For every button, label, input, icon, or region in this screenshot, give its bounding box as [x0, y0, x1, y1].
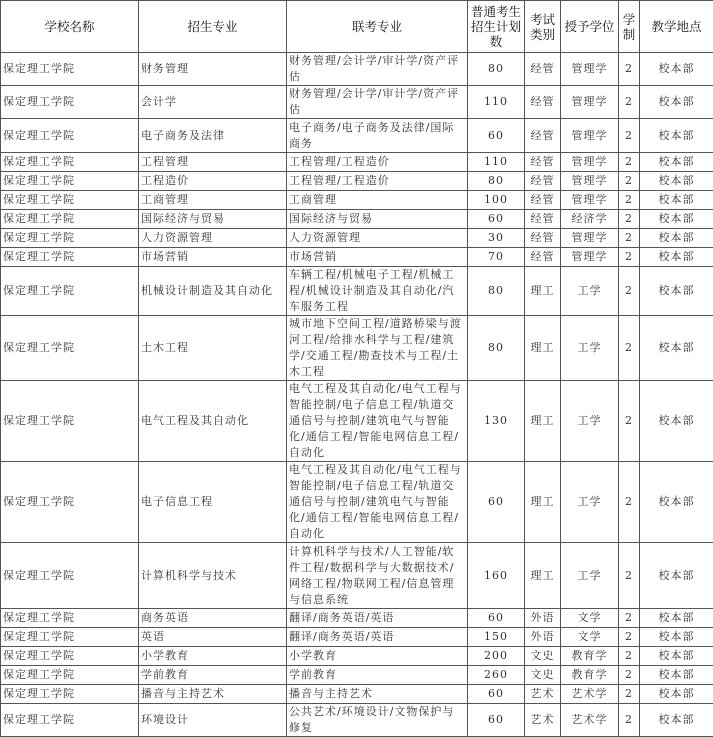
exam-majors-cell: 人力资源管理	[287, 229, 468, 248]
exam-majors-cell: 市场营销	[287, 248, 468, 267]
years-cell: 2	[619, 685, 640, 704]
degree-cell: 文学	[561, 628, 619, 647]
table-row	[1, 229, 713, 248]
school-cell: 保定理工学院	[1, 153, 139, 172]
major-cell: 商务英语	[139, 609, 287, 628]
location-cell: 校本部	[640, 191, 713, 210]
school-cell: 保定理工学院	[1, 628, 139, 647]
plan-count-cell: 160	[468, 543, 525, 609]
exam-majors-cell: 车辆工程/机械电子工程/机械工程/机械设计制造及其自动化/汽车服务工程	[287, 267, 468, 316]
degree-cell: 工学	[561, 543, 619, 609]
major-cell: 英语	[139, 628, 287, 647]
table-row	[1, 191, 713, 210]
major-cell: 小学教育	[139, 647, 287, 666]
header-plan: 普通考生招生计划数	[468, 1, 525, 53]
exam-category-cell: 理工	[525, 267, 561, 316]
table-row	[1, 172, 713, 191]
exam-majors-cell: 电子商务/电子商务及法律/国际商务	[287, 119, 468, 153]
major-cell: 环境设计	[139, 704, 287, 737]
exam-category-cell: 外语	[525, 609, 561, 628]
exam-category-cell: 理工	[525, 543, 561, 609]
plan-count-cell: 150	[468, 628, 525, 647]
school-cell: 保定理工学院	[1, 381, 139, 462]
school-cell: 保定理工学院	[1, 172, 139, 191]
plan-count-cell: 60	[468, 119, 525, 153]
exam-majors-cell: 小学教育	[287, 647, 468, 666]
table-row	[1, 462, 713, 543]
header-location: 教学地点	[640, 1, 713, 53]
years-cell: 2	[619, 704, 640, 737]
location-cell: 校本部	[640, 248, 713, 267]
exam-majors-cell: 电气工程及其自动化/电气工程与智能控制/电子信息工程/轨道交通信号与控制/建筑电气与智能化/通信工程/智能电网信息工程/自动化	[287, 381, 468, 462]
years-cell: 2	[619, 666, 640, 685]
exam-category-cell: 经管	[525, 229, 561, 248]
location-cell: 校本部	[640, 666, 713, 685]
school-cell: 保定理工学院	[1, 86, 139, 119]
exam-majors-cell: 财务管理/会计学/审计学/资产评估	[287, 86, 468, 119]
school-cell: 保定理工学院	[1, 316, 139, 381]
major-cell: 人力资源管理	[139, 229, 287, 248]
exam-category-cell: 经管	[525, 210, 561, 229]
years-cell: 2	[619, 628, 640, 647]
years-cell: 2	[619, 153, 640, 172]
degree-cell: 工学	[561, 381, 619, 462]
years-cell: 2	[619, 86, 640, 119]
location-cell: 校本部	[640, 316, 713, 381]
exam-majors-cell: 计算机科学与技术/人工智能/软件工程/数据科学与大数据技术/网络工程/物联网工程/信息管理与信息系统	[287, 543, 468, 609]
table-row	[1, 381, 713, 462]
table-row	[1, 86, 713, 119]
exam-category-cell: 外语	[525, 628, 561, 647]
header-exam-majors: 联考专业	[287, 1, 468, 53]
exam-category-cell: 理工	[525, 316, 561, 381]
years-cell: 2	[619, 267, 640, 316]
plan-count-cell: 60	[468, 609, 525, 628]
exam-category-cell: 经管	[525, 119, 561, 153]
table-row	[1, 666, 713, 685]
major-cell: 机械设计制造及其自动化	[139, 267, 287, 316]
years-cell: 2	[619, 381, 640, 462]
school-cell: 保定理工学院	[1, 229, 139, 248]
years-cell: 2	[619, 210, 640, 229]
school-cell: 保定理工学院	[1, 53, 139, 86]
plan-count-cell: 100	[468, 191, 525, 210]
table-body	[1, 53, 713, 737]
major-cell: 计算机科学与技术	[139, 543, 287, 609]
plan-count-cell: 110	[468, 153, 525, 172]
degree-cell: 管理学	[561, 153, 619, 172]
exam-majors-cell: 工程管理/工程造价	[287, 172, 468, 191]
degree-cell: 工学	[561, 316, 619, 381]
years-cell: 2	[619, 609, 640, 628]
degree-cell: 艺术学	[561, 704, 619, 737]
exam-category-cell: 文史	[525, 647, 561, 666]
years-cell: 2	[619, 647, 640, 666]
plan-count-cell: 200	[468, 647, 525, 666]
plan-count-cell: 80	[468, 172, 525, 191]
exam-category-cell: 经管	[525, 53, 561, 86]
table-row	[1, 210, 713, 229]
major-cell: 播音与主持艺术	[139, 685, 287, 704]
degree-cell: 管理学	[561, 191, 619, 210]
exam-majors-cell: 电气工程及其自动化/电气工程与智能控制/电子信息工程/轨道交通信号与控制/建筑电气与智能化/通信工程/智能电网信息工程/自动化	[287, 462, 468, 543]
table-row	[1, 609, 713, 628]
plan-count-cell: 260	[468, 666, 525, 685]
table-row	[1, 543, 713, 609]
exam-category-cell: 艺术	[525, 685, 561, 704]
exam-majors-cell: 翻译/商务英语/英语	[287, 628, 468, 647]
major-cell: 市场营销	[139, 248, 287, 267]
table-row	[1, 628, 713, 647]
major-cell: 工程管理	[139, 153, 287, 172]
table-row	[1, 267, 713, 316]
location-cell: 校本部	[640, 53, 713, 86]
school-cell: 保定理工学院	[1, 704, 139, 737]
location-cell: 校本部	[640, 229, 713, 248]
degree-cell: 管理学	[561, 229, 619, 248]
school-cell: 保定理工学院	[1, 666, 139, 685]
header-years: 学制	[619, 1, 640, 53]
degree-cell: 文学	[561, 609, 619, 628]
exam-category-cell: 艺术	[525, 704, 561, 737]
plan-count-cell: 70	[468, 248, 525, 267]
exam-category-cell: 经管	[525, 86, 561, 119]
major-cell: 工程造价	[139, 172, 287, 191]
location-cell: 校本部	[640, 86, 713, 119]
location-cell: 校本部	[640, 609, 713, 628]
exam-majors-cell: 学前教育	[287, 666, 468, 685]
years-cell: 2	[619, 119, 640, 153]
location-cell: 校本部	[640, 462, 713, 543]
plan-count-cell: 30	[468, 229, 525, 248]
exam-majors-cell: 城市地下空间工程/道路桥梁与渡河工程/给排水科学与工程/建筑学/交通工程/勘查技术与工程/土木工程	[287, 316, 468, 381]
school-cell: 保定理工学院	[1, 543, 139, 609]
plan-count-cell: 60	[468, 462, 525, 543]
plan-count-cell: 110	[468, 86, 525, 119]
exam-category-cell: 经管	[525, 248, 561, 267]
plan-count-cell: 130	[468, 381, 525, 462]
major-cell: 土木工程	[139, 316, 287, 381]
plan-count-cell: 80	[468, 316, 525, 381]
major-cell: 国际经济与贸易	[139, 210, 287, 229]
exam-majors-cell: 翻译/商务英语/英语	[287, 609, 468, 628]
plan-count-cell: 60	[468, 210, 525, 229]
location-cell: 校本部	[640, 647, 713, 666]
plan-count-cell: 60	[468, 704, 525, 737]
location-cell: 校本部	[640, 119, 713, 153]
years-cell: 2	[619, 229, 640, 248]
school-cell: 保定理工学院	[1, 647, 139, 666]
location-cell: 校本部	[640, 685, 713, 704]
degree-cell: 经济学	[561, 210, 619, 229]
plan-count-cell: 80	[468, 267, 525, 316]
exam-majors-cell: 工商管理	[287, 191, 468, 210]
degree-cell: 艺术学	[561, 685, 619, 704]
plan-count-cell: 60	[468, 685, 525, 704]
header-degree: 授予学位	[561, 1, 619, 53]
table-row	[1, 119, 713, 153]
table-row	[1, 53, 713, 86]
exam-majors-cell: 播音与主持艺术	[287, 685, 468, 704]
school-cell: 保定理工学院	[1, 267, 139, 316]
table-row	[1, 316, 713, 381]
degree-cell: 管理学	[561, 248, 619, 267]
years-cell: 2	[619, 462, 640, 543]
major-cell: 电子信息工程	[139, 462, 287, 543]
table-row	[1, 647, 713, 666]
school-cell: 保定理工学院	[1, 248, 139, 267]
major-cell: 学前教育	[139, 666, 287, 685]
school-cell: 保定理工学院	[1, 609, 139, 628]
school-cell: 保定理工学院	[1, 191, 139, 210]
degree-cell: 工学	[561, 462, 619, 543]
location-cell: 校本部	[640, 381, 713, 462]
exam-category-cell: 经管	[525, 191, 561, 210]
exam-majors-cell: 财务管理/会计学/审计学/资产评估	[287, 53, 468, 86]
exam-category-cell: 经管	[525, 172, 561, 191]
table-row	[1, 685, 713, 704]
years-cell: 2	[619, 543, 640, 609]
degree-cell: 管理学	[561, 172, 619, 191]
location-cell: 校本部	[640, 543, 713, 609]
years-cell: 2	[619, 316, 640, 381]
years-cell: 2	[619, 191, 640, 210]
location-cell: 校本部	[640, 704, 713, 737]
exam-category-cell: 经管	[525, 153, 561, 172]
years-cell: 2	[619, 53, 640, 86]
header-major: 招生专业	[139, 1, 287, 53]
location-cell: 校本部	[640, 153, 713, 172]
degree-cell: 教育学	[561, 647, 619, 666]
exam-category-cell: 文史	[525, 666, 561, 685]
exam-majors-cell: 国际经济与贸易	[287, 210, 468, 229]
major-cell: 工商管理	[139, 191, 287, 210]
location-cell: 校本部	[640, 267, 713, 316]
degree-cell: 管理学	[561, 119, 619, 153]
plan-count-cell: 80	[468, 53, 525, 86]
exam-category-cell: 理工	[525, 462, 561, 543]
header-category: 考试类别	[525, 1, 561, 53]
school-cell: 保定理工学院	[1, 119, 139, 153]
header-school: 学校名称	[1, 1, 139, 53]
school-cell: 保定理工学院	[1, 462, 139, 543]
exam-category-cell: 理工	[525, 381, 561, 462]
table-row	[1, 153, 713, 172]
school-cell: 保定理工学院	[1, 685, 139, 704]
degree-cell: 教育学	[561, 666, 619, 685]
location-cell: 校本部	[640, 210, 713, 229]
school-cell: 保定理工学院	[1, 210, 139, 229]
major-cell: 电子商务及法律	[139, 119, 287, 153]
major-cell: 电气工程及其自动化	[139, 381, 287, 462]
major-cell: 财务管理	[139, 53, 287, 86]
table-row	[1, 248, 713, 267]
exam-majors-cell: 公共艺术/环境设计/文物保护与修复	[287, 704, 468, 737]
location-cell: 校本部	[640, 628, 713, 647]
location-cell: 校本部	[640, 172, 713, 191]
degree-cell: 管理学	[561, 86, 619, 119]
degree-cell: 管理学	[561, 53, 619, 86]
years-cell: 2	[619, 172, 640, 191]
major-cell: 会计学	[139, 86, 287, 119]
header-row	[1, 1, 713, 53]
years-cell: 2	[619, 248, 640, 267]
exam-majors-cell: 工程管理/工程造价	[287, 153, 468, 172]
degree-cell: 工学	[561, 267, 619, 316]
